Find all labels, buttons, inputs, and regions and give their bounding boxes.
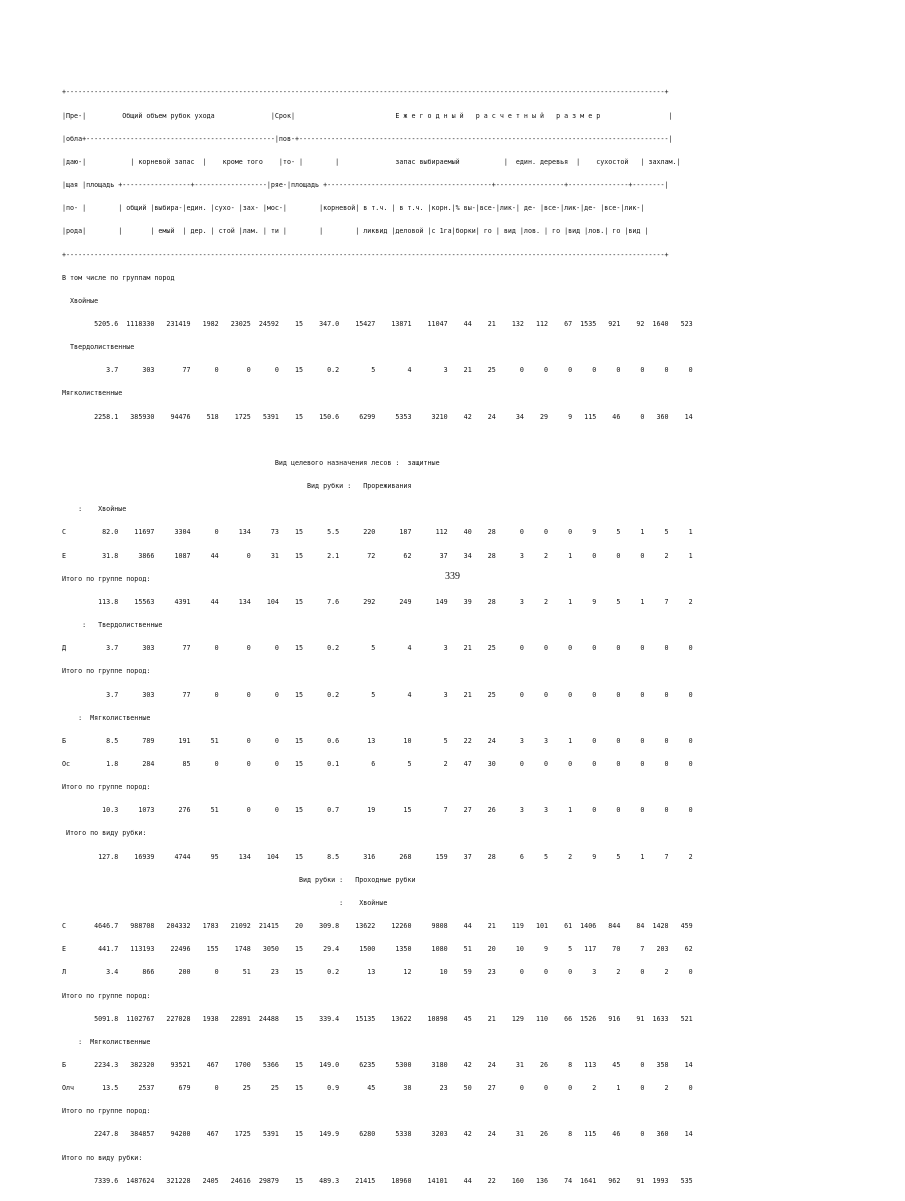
- table-row: 3.7 303 77 0 0 0 15 0.2 5 4 3 21 25 0 0 0 0 0 0 0 0: [62, 366, 693, 375]
- group-label: Твердолиственные: [62, 343, 135, 352]
- table-top-border: +-----------------------------------------------------------------------------------------------------------------------------------------------------+: [62, 88, 669, 97]
- table-row: Л 3.4 866 200 0 51 23 15 0.2 13 12 10 59 23 0 0 0 3 2 0 2 0: [62, 968, 693, 977]
- table-row: Олч 13.5 2537 679 0 25 25 15 0.9 45 38 23 50 27 0 0 0 2 1 0 2 0: [62, 1084, 693, 1093]
- subtotal-label: Итого по группе пород:: [62, 991, 151, 1000]
- subtotal-row: 113.8 15563 4391 44 134 104 15 7.6 292 249 149 39 28 3 2 1 9 5 1 7 2: [62, 597, 693, 606]
- group-label: : Мягколиственные: [62, 713, 151, 722]
- total-label: Итого по виду рубки:: [62, 1153, 143, 1162]
- group-label: : Хвойные: [62, 898, 388, 907]
- page-number: 339: [445, 571, 460, 582]
- table-header-row-4: |щая |площадь +-----------------+------------------|ряе-|площадь +-----------------------------------------+-----------------+---------------+--------|: [62, 181, 669, 190]
- table-header-row-3: |даю-| | корневой запас | кроме того |то- | | запас выбираемый | един. деревья | сухостой | захлам.|: [62, 157, 681, 166]
- subtotal-label: Итого по группе пород:: [62, 783, 151, 792]
- table-row: Е 31.8 3866 1087 44 0 31 15 2.1 72 62 37 34 28 3 2 1 0 0 0 2 1: [62, 551, 693, 560]
- purpose-heading: Вид целевого назначения лесов : защитные: [62, 458, 440, 467]
- table-header-row-5: |по- | | общий |выбира-|един. |сухо- |зах- |мос-| |корневой| в т.ч. | в т.ч. |корн.|% вы-|все-|лик-| де- |все-|лик-|де- |все-|лик-|: [62, 204, 645, 213]
- total-row: 7339.6 1487624 321228 2405 24616 29879 15 489.3 21415 18960 14101 44 22 160 136 74 1641 962 91 1993 535: [62, 1176, 693, 1185]
- group-label: Мягколиственные: [62, 389, 123, 398]
- group-label: : Мягколиственные: [62, 1037, 151, 1046]
- subtotal-row: 5091.8 1102767 227028 1938 22891 24488 15 339.4 15135 13622 10898 45 21 129 110 66 1526 916 91 1633 521: [62, 1014, 693, 1023]
- table-header-row-1: |Пре-| Общий объем рубок ухода |Срок| Е ж е г о д н ы й р а с ч е т н ы й р а з м е р |: [62, 111, 673, 120]
- table-header-row-2: |обла+-----------------------------------------------|пов-+--------------------------------------------------------------------------------------------|: [62, 134, 673, 143]
- subtotal-label: Итого по группе пород:: [62, 574, 151, 583]
- group-label: : Хвойные: [62, 505, 127, 514]
- table-row: Е 441.7 113193 22496 155 1748 3050 15 29.4 1500 1350 1080 51 20 10 9 5 117 70 7 203 62: [62, 945, 693, 954]
- subtotal-label: Итого по группе пород:: [62, 667, 151, 676]
- section-heading: В том числе по группам пород: [62, 273, 175, 282]
- group-label: : Твердолиственные: [62, 621, 163, 630]
- subtotal-label: Итого по группе пород:: [62, 1107, 151, 1116]
- table-header-bottom-border: +-----------------------------------------------------------------------------------------------------------------------------------------------------+: [62, 250, 669, 259]
- total-row: 127.8 16939 4744 95 134 104 15 8.5 316 268 159 37 28 6 5 2 9 5 1 7 2: [62, 852, 693, 861]
- table-row: 5205.6 1118330 231419 1982 23025 24592 15 347.0 15427 13871 11047 44 21 132 112 67 1535 921 92 1640 523: [62, 320, 693, 328]
- blank-line: [62, 437, 832, 445]
- table-row: Б 2234.3 382320 93521 467 1700 5366 15 149.0 6235 5300 3180 42 24 31 26 8 113 45 0 358 14: [62, 1061, 693, 1069]
- subtotal-row: 3.7 303 77 0 0 0 15 0.2 5 4 3 21 25 0 0 0 0 0 0 0 0: [62, 690, 693, 699]
- forest-cutting-table-printout: [62, 74, 832, 1201]
- cutting-type-heading: Вид рубки : Проходные рубки: [62, 875, 416, 884]
- total-label: Итого по виду рубки:: [62, 829, 147, 838]
- table-row: 2258.1 385930 94476 518 1725 5391 15 150.6 6299 5353 3210 42 24 34 29 9 115 46 0 360 14: [62, 412, 693, 421]
- subtotal-row: 2247.8 384857 94200 467 1725 5391 15 149.9 6280 5338 3203 42 24 31 26 8 115 46 0 360 14: [62, 1130, 693, 1139]
- cutting-type-heading: Вид рубки : Прореживания: [62, 482, 412, 491]
- table-row: С 82.0 11697 3304 0 134 73 15 5.5 220 187 112 40 28 0 0 0 9 5 1 5 1: [62, 528, 693, 537]
- table-row: Д 3.7 303 77 0 0 0 15 0.2 5 4 3 21 25 0 0 0 0 0 0 0 0: [62, 644, 693, 653]
- subtotal-row: 10.3 1073 276 51 0 0 15 0.7 19 15 7 27 26 3 3 1 0 0 0 0 0: [62, 806, 693, 815]
- table-row: С 4646.7 988708 204332 1783 21092 21415 20 309.8 13622 12260 9808 44 21 119 101 61 1406 844 84 1428 459: [62, 922, 693, 931]
- group-label: Хвойные: [62, 296, 99, 305]
- table-header-row-6: |рода| | | емый | дер. | стой |лам. | ти | | | ликвид |деловой |с 1га|борки| го | вид |лов. | го |вид |лов.| го |вид |: [62, 227, 649, 236]
- table-row: Б 8.5 789 191 51 0 0 15 0.6 13 10 5 22 24 3 3 1 0 0 0 0 0: [62, 736, 693, 745]
- table-row: Ос 1.8 284 85 0 0 0 15 0.1 6 5 2 47 30 0 0 0 0 0 0 0 0: [62, 759, 693, 768]
